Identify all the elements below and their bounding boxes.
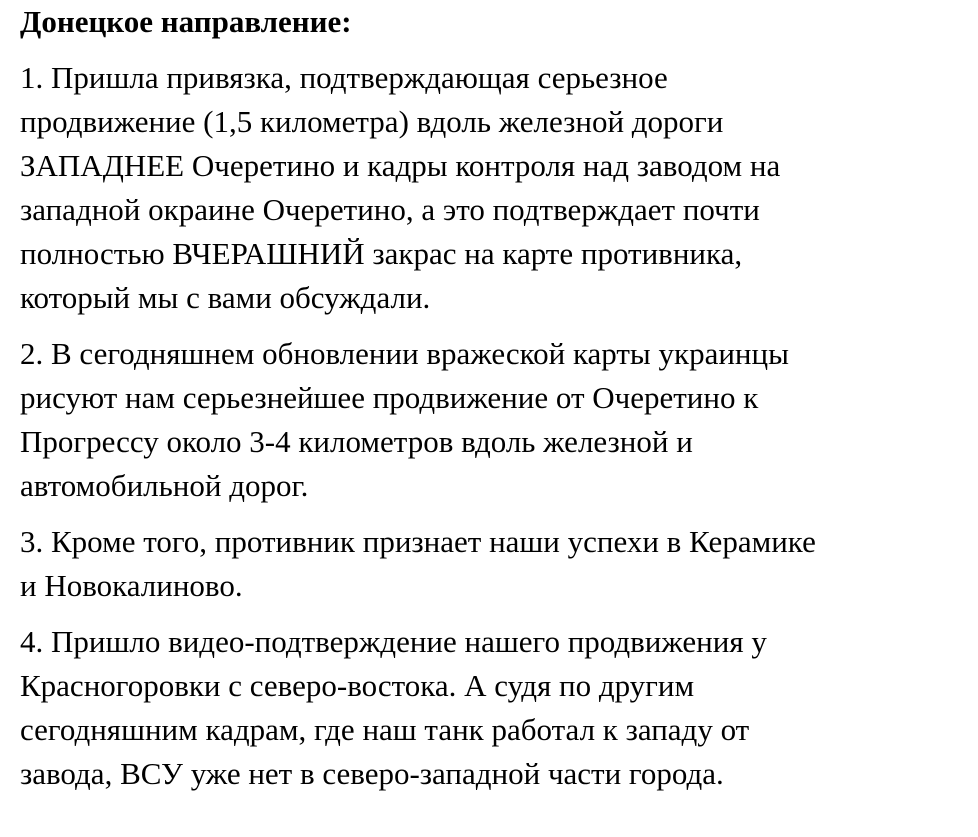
- paragraph-1: [20, 56, 970, 320]
- paragraph-3: [20, 520, 970, 608]
- paragraph-line: ЗАПАДНЕЕ Очеретино и кадры контроля над заводом на: [20, 148, 781, 183]
- section-heading: Донецкое направление:: [20, 4, 352, 39]
- document-body: [20, 0, 970, 796]
- paragraph-line: сегодняшним кадрам, где наш танк работал к западу от: [20, 712, 750, 747]
- paragraph-line: Прогрессу около 3-4 километров вдоль железной и: [20, 424, 693, 459]
- paragraph-line: полностью ВЧЕРАШНИЙ закрас на карте противника,: [20, 236, 743, 271]
- paragraph-line: и Новокалиново.: [20, 568, 243, 603]
- paragraph-line: автомобильной дорог.: [20, 468, 309, 503]
- paragraph-line: рисуют нам серьезнейшее продвижение от Очеретино к: [20, 380, 759, 415]
- paragraph-line: продвижение (1,5 километра) вдоль железной дороги: [20, 104, 724, 139]
- paragraph-line: 3. Кроме того, противник признает наши успехи в Керамике: [20, 524, 816, 559]
- paragraph-4: [20, 620, 970, 796]
- paragraph-line: 4. Пришло видео-подтверждение нашего продвижения у: [20, 624, 767, 659]
- paragraph-line: западной окраине Очеретино, а это подтверждает почти: [20, 192, 760, 227]
- paragraph-2: [20, 332, 970, 508]
- paragraph-line: завода, ВСУ уже нет в северо-западной части города.: [20, 756, 724, 791]
- paragraph-line: Красногоровки с северо-востока. А судя по другим: [20, 668, 695, 703]
- paragraph-line: 2. В сегодняшнем обновлении вражеской карты украинцы: [20, 336, 789, 371]
- paragraph-line: 1. Пришла привязка, подтверждающая серьезное: [20, 60, 668, 95]
- paragraph-line: который мы с вами обсуждали.: [20, 280, 431, 315]
